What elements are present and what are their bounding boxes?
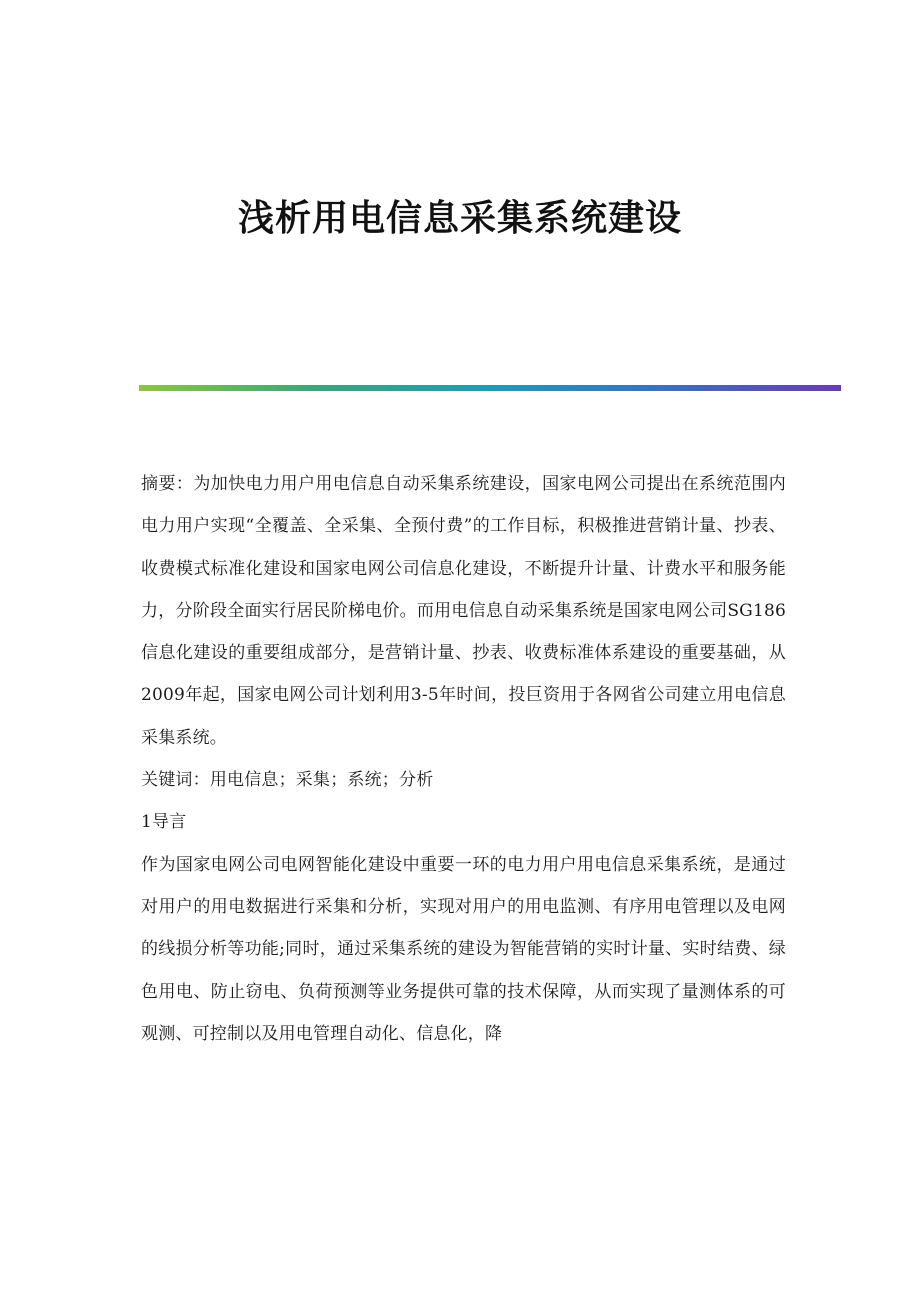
- section-paragraph: 作为国家电网公司电网智能化建设中重要一环的电力用户用电信息采集系统，是通过对用户的用电数据进行采集和分析，实现对用户的用电监测、有序用电管理以及电网的线损分析等功能;同时，通过采集系统的建设为智能营销的实时计量、实时结费、绿色用电、防止窃电、负荷预测等业务提供可靠的技术保障，从而实现了量测体系的可观测、可控制以及用电管理自动化、信息化，降: [141, 854, 786, 1044]
- keywords-paragraph: [141, 759, 786, 801]
- document-body: [141, 463, 786, 1055]
- abstract-text: 为加快电力用户用电信息自动采集系统建设，国家电网公司提出在系统范围内电力用户实现“全覆盖、全采集、全预付费”的工作目标，积极推进营销计量、抄表、收费模式标准化建设和国家电网公司信息化建设，不断提升计量、计费水平和服务能力，分阶段全面实行居民阶梯电价。而用电信息自动采集系统是国家电网公司SG186信息化建设的重要组成部分，是营销计量、抄表、收费标准体系建设的重要基础，从2009年起，国家电网公司计划利用3-5年时间，投巨资用于各网省公司建立用电信息采集系统。: [141, 474, 786, 748]
- keywords-text: 用电信息；采集；系统；分析: [209, 770, 434, 791]
- page-title: 浅析用电信息采集系统建设: [237, 198, 682, 239]
- abstract-label: 摘要：: [141, 474, 194, 494]
- abstract-paragraph: [141, 463, 786, 759]
- title-divider: [139, 385, 841, 391]
- section-heading: 1导言: [141, 812, 187, 833]
- keywords-label: 关键词：: [141, 770, 210, 791]
